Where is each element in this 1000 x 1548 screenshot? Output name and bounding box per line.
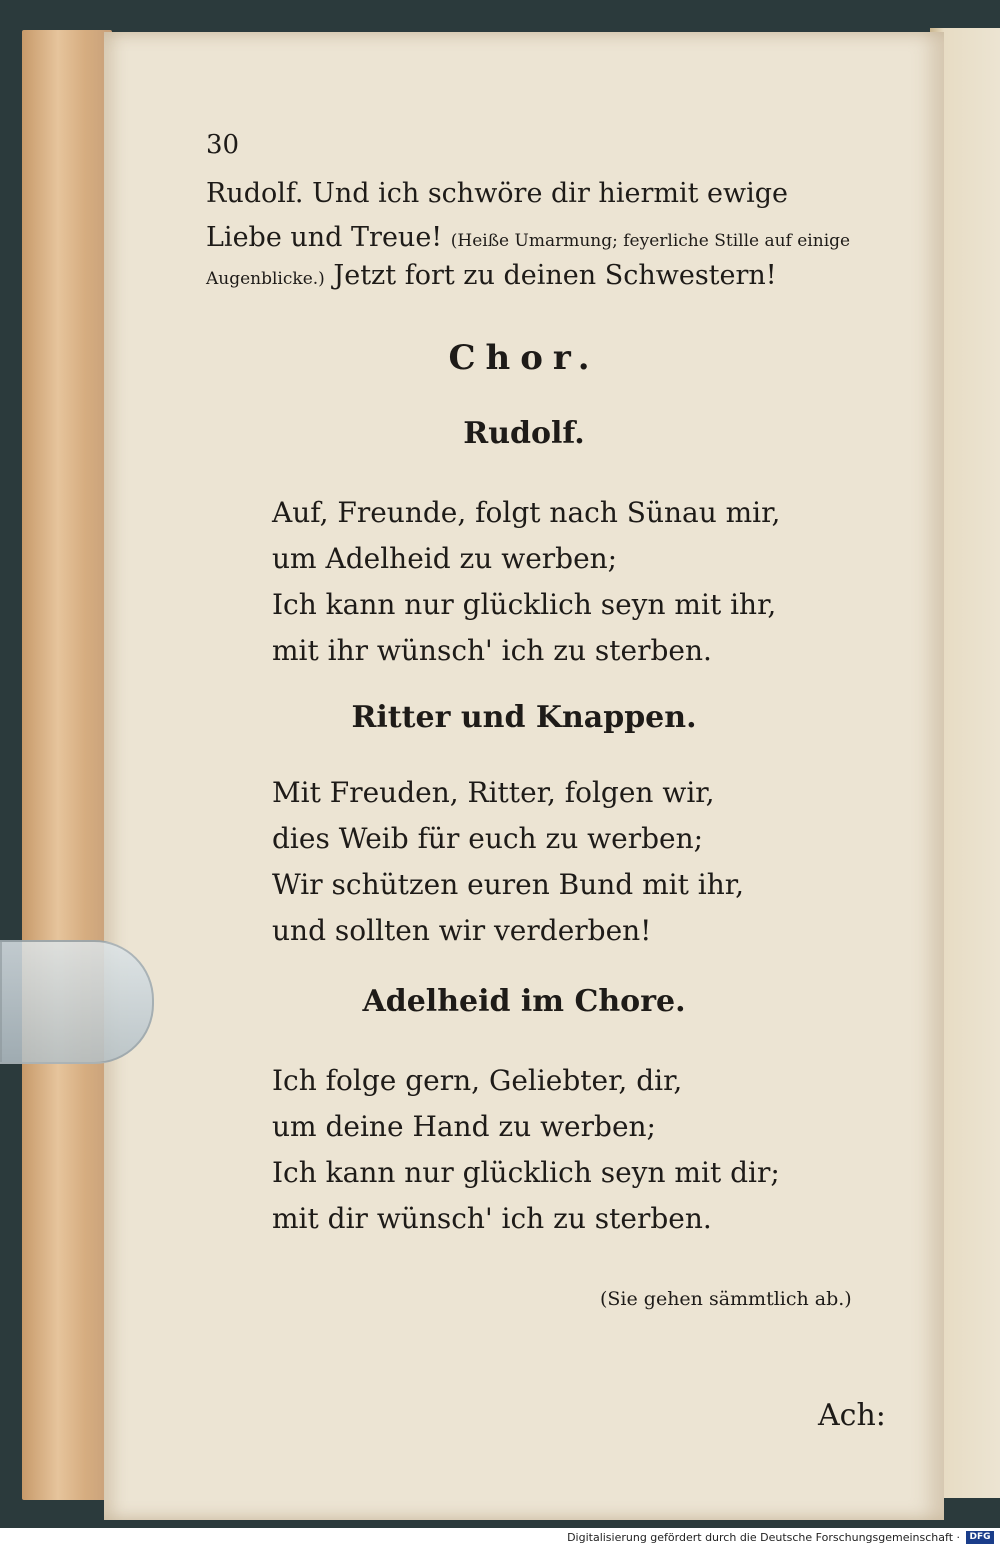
page-number: 30 <box>206 130 240 160</box>
verse-line: Ich kann nur glücklich seyn mit dir; <box>272 1156 780 1189</box>
prose-line-3 <box>206 260 777 291</box>
chor-heading: Chor. <box>448 338 600 378</box>
section-heading-adelheid: Adelheid im Chore. <box>362 984 686 1019</box>
section-heading-ritter: Ritter und Knappen. <box>351 700 697 735</box>
book-page-edges <box>22 30 112 1500</box>
prose-line-3-text: Jetzt fort zu deinen Schwestern! <box>333 260 777 291</box>
verse-line: um Adelheid zu werben; <box>272 542 618 575</box>
verse-line: Auf, Freunde, folgt nach Sünau mir, <box>272 496 781 529</box>
verse-line: und sollten wir verderben! <box>272 914 652 947</box>
page-clip <box>0 940 154 1064</box>
digitization-credit: Digitalisierung gefördert durch die Deutsche Forschungsgemeinschaft · <box>567 1531 960 1544</box>
catchword: Ach: <box>818 1398 886 1433</box>
stage-direction: (Heiße Umarmung; feyerliche Stille auf einige <box>450 231 851 251</box>
verse-line: Mit Freuden, Ritter, folgen wir, <box>272 776 715 809</box>
footer-bar <box>0 1528 1000 1548</box>
verse-line: Wir schützen euren Bund mit ihr, <box>272 868 744 901</box>
verse-line: Ich kann nur glücklich seyn mit ihr, <box>272 588 777 621</box>
verse-line: Ich folge gern, Geliebter, dir, <box>272 1064 683 1097</box>
verse-line: dies Weib für euch zu werben; <box>272 822 704 855</box>
prose-line-2 <box>206 222 850 253</box>
stage-direction-end: Augenblicke.) <box>206 269 325 289</box>
verse-line: mit dir wünsch' ich zu sterben. <box>272 1202 712 1235</box>
dfg-logo: DFG <box>966 1531 994 1544</box>
prose-line-2-text: Liebe und Treue! <box>206 222 443 253</box>
verse-line: mit ihr wünsch' ich zu sterben. <box>272 634 712 667</box>
exit-direction: (Sie gehen sämmtlich ab.) <box>600 1288 852 1310</box>
prose-line-1: Rudolf. Und ich schwöre dir hiermit ewige <box>206 178 789 209</box>
verse-line: um deine Hand zu werben; <box>272 1110 656 1143</box>
section-heading-rudolf: Rudolf. <box>463 416 585 451</box>
